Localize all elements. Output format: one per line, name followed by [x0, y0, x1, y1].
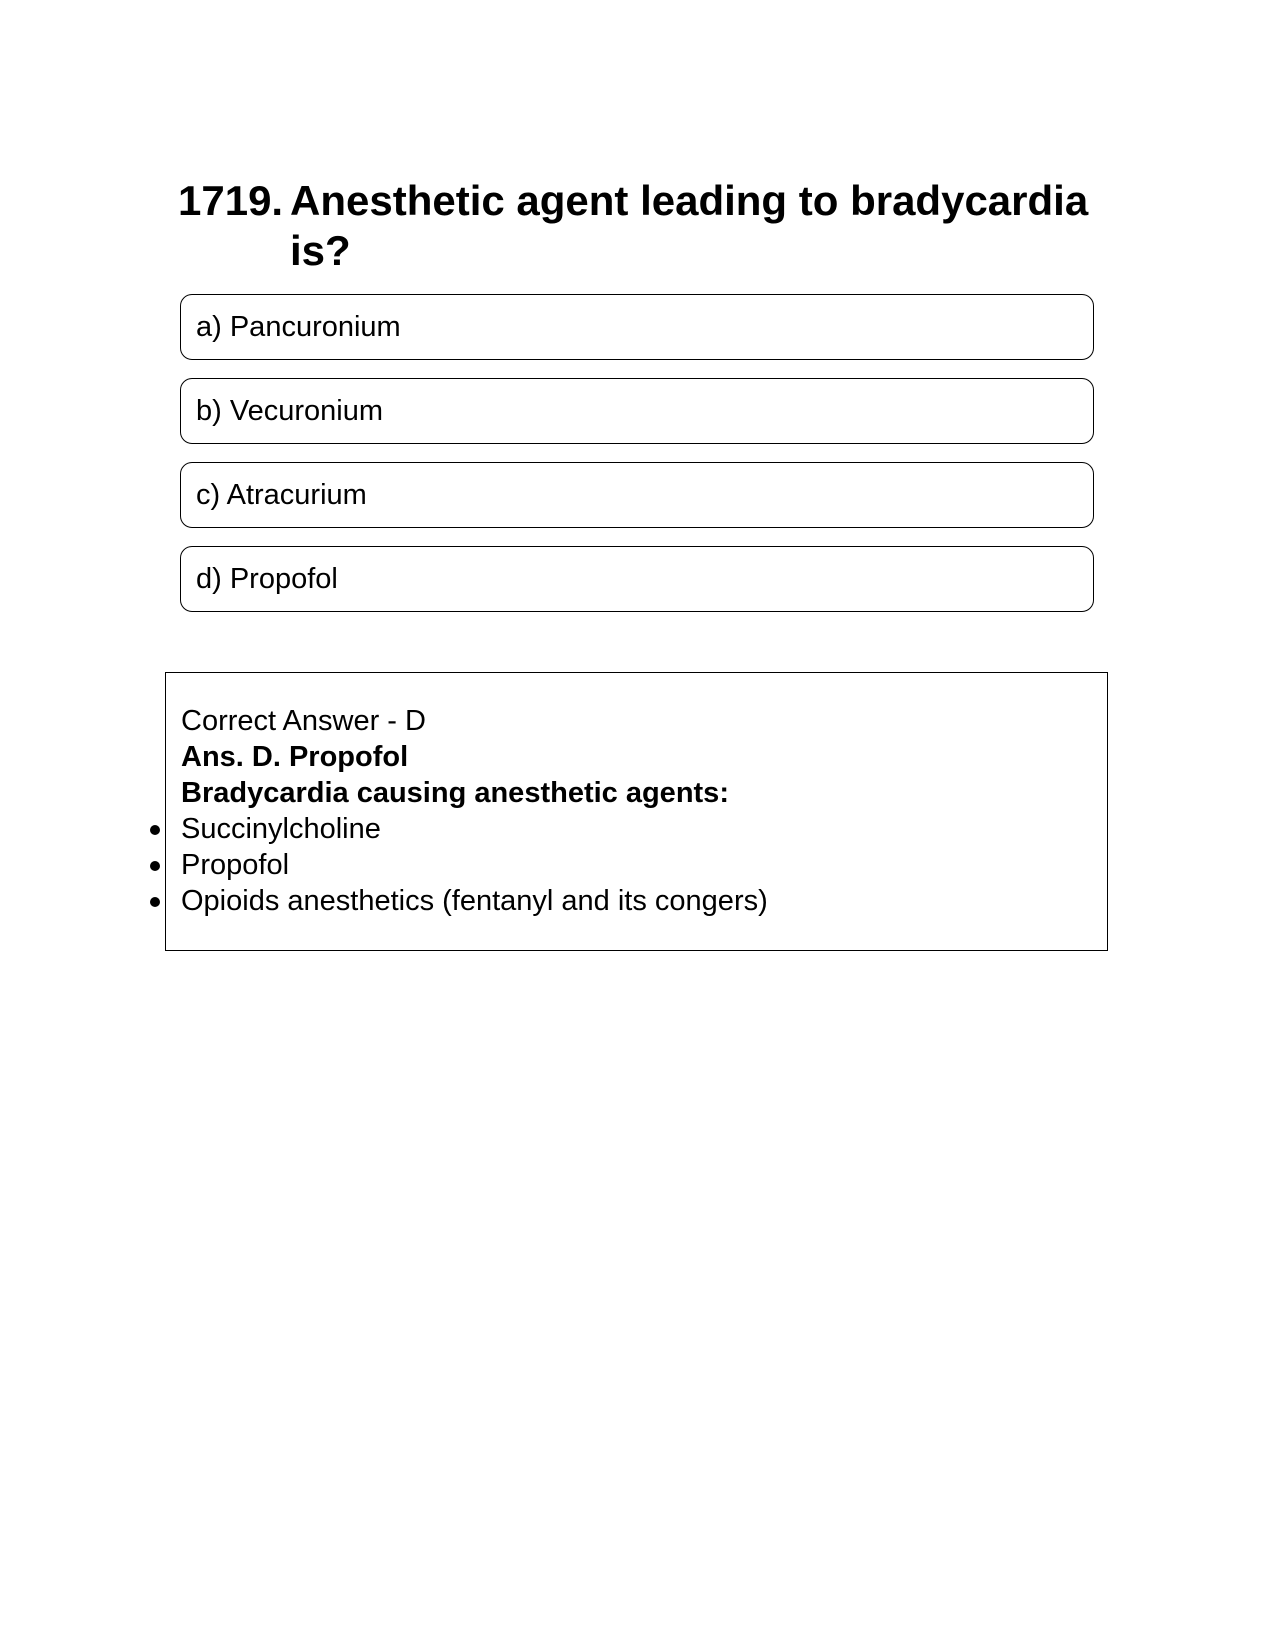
bullet-icon [150, 825, 160, 835]
list-item-text: Opioids anesthetics (fentanyl and its congers) [181, 885, 768, 917]
question-heading [178, 176, 1098, 276]
option-d[interactable]: d) Propofol [180, 546, 1094, 612]
bullet-icon [150, 861, 160, 871]
list-item [181, 847, 768, 883]
list-item [181, 883, 768, 919]
list-item-text: Propofol [181, 849, 290, 881]
list-item [181, 811, 768, 847]
option-b[interactable]: b) Vecuronium [180, 378, 1094, 444]
question-number: 1719. [178, 177, 284, 224]
answer-list [181, 811, 768, 919]
answer-title: Ans. D. Propofol [181, 741, 409, 773]
option-a[interactable]: a) Pancuronium [180, 294, 1094, 360]
question-text: Anesthetic agent leading to bradycardia is? [290, 177, 1089, 274]
list-item-text: Succinylcholine [181, 813, 381, 845]
option-c[interactable]: c) Atracurium [180, 462, 1094, 528]
correct-answer-text: Correct Answer - D [181, 705, 426, 737]
bullet-icon [150, 897, 160, 907]
answer-list-heading: Bradycardia causing anesthetic agents: [181, 777, 729, 809]
